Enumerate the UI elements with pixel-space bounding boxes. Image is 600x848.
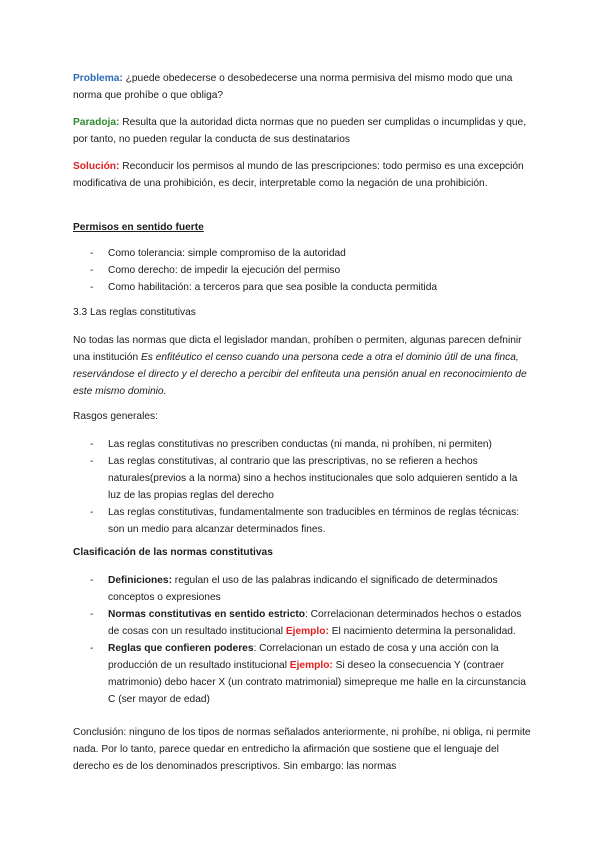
permisos-heading: Permisos en sentido fuerte — [73, 222, 204, 233]
list-item: - Como tolerancia: simple compromiso de la autoridad — [73, 245, 533, 262]
item-after: El nacimiento determina la personalidad. — [328, 626, 516, 637]
conclusion-paragraph: Conclusión: ninguno de los tipos de normas señalados anteriormente, ni prohíbe, ni obliga, ni permite nada. Por lo tanto, parece quedar en entredicho la afirmación que sostiene que el lenguaje del derecho es de los denominados prescriptivos. Sin embargo: las normas — [73, 727, 531, 772]
clasificacion-list — [73, 572, 533, 708]
list-item: - Las reglas constitutivas no prescriben conductas (ni manda, ni prohíben, ni permiten) — [73, 436, 533, 453]
list-item: - Las reglas constitutivas, fundamentalmente son traducibles en términos de reglas técnicas: son un medio para alcanzar determinados fines. — [73, 504, 533, 538]
intro-text: No todas las normas que dicta el legislador mandan, prohíben o permiten, algunas parecen defninir una institución — [73, 335, 522, 363]
item-text: regulan el uso de las palabras indicando el significado de determinados conceptos o expresiones — [108, 575, 498, 603]
item-text: : Correlacionan determinados hechos o estados de cosas con un resultado institucional — [108, 609, 522, 637]
paradoja-label: Paradoja: — [73, 117, 120, 128]
problema-paragraph — [73, 70, 533, 104]
section-title: 3.3 Las reglas constitutivas — [73, 307, 196, 318]
rasgos-list — [73, 436, 533, 538]
intro-italic: Es enfitéutico el censo cuando una persona cede a otra el dominio útil de una finca, reservándose el directo y el derecho a percibir del enfiteuta una pensión anual en reconocimiento de este mismo dominio. — [73, 352, 527, 397]
permisos-list — [73, 245, 533, 296]
ejemplo-label: Ejemplo: — [289, 660, 333, 671]
ejemplo-label: Ejemplo: — [285, 626, 329, 637]
list-item: - Las reglas constitutivas, al contrario que las prescriptivas, no se refieren a hechos naturales(previos a la norma) sino a hechos institucionales que solo adquieren sentido a la luz de las propias reglas del derecho — [73, 453, 533, 504]
solucion-paragraph — [73, 158, 533, 192]
intro-paragraph — [73, 332, 533, 400]
rasgos-heading: Rasgos generales: — [73, 411, 158, 422]
list-item: - Como derecho: de impedir la ejecución del permiso — [73, 262, 533, 279]
item-term: Reglas que confieren poderes — [108, 643, 254, 654]
list-item: - Como habilitación: a terceros para que sea posible la conducta permitida — [73, 279, 533, 296]
list-item — [73, 572, 533, 606]
solucion-text: Reconducir los permisos al mundo de las prescripciones: todo permiso es una excepción modificativa de una prohibición, es decir, interpretable como la negación de una prohibición. — [73, 161, 524, 189]
problema-text: ¿puede obedecerse o desobedecerse una norma permisiva del mismo modo que una norma que prohíbe o que obliga? — [73, 73, 513, 101]
paradoja-text: Resulta que la autoridad dicta normas que no pueden ser cumplidas o incumplidas y que, por tanto, no pueden regular la conducta de sus destinatarios — [73, 117, 527, 145]
item-term: Normas constitutivas en sentido estricto — [108, 609, 306, 620]
solucion-label: Solución: — [73, 161, 120, 172]
item-text: : Correlacionan un estado de cosa y una acción con la producción de un resultado institucional — [108, 643, 499, 671]
problema-label: Problema: — [73, 73, 123, 84]
clasificacion-heading: Clasificación de las normas constitutivas — [73, 547, 273, 558]
item-term: Definiciones: — [108, 575, 172, 586]
list-item — [73, 606, 533, 640]
item-after: Si deseo la consecuencia Y (contraer matrimonio) debo hacer X (un contrato matrimonial) simepreque me halle en la circunstancia C (ser mayor de edad) — [108, 660, 526, 705]
list-item — [73, 640, 533, 708]
paradoja-paragraph — [73, 114, 533, 148]
